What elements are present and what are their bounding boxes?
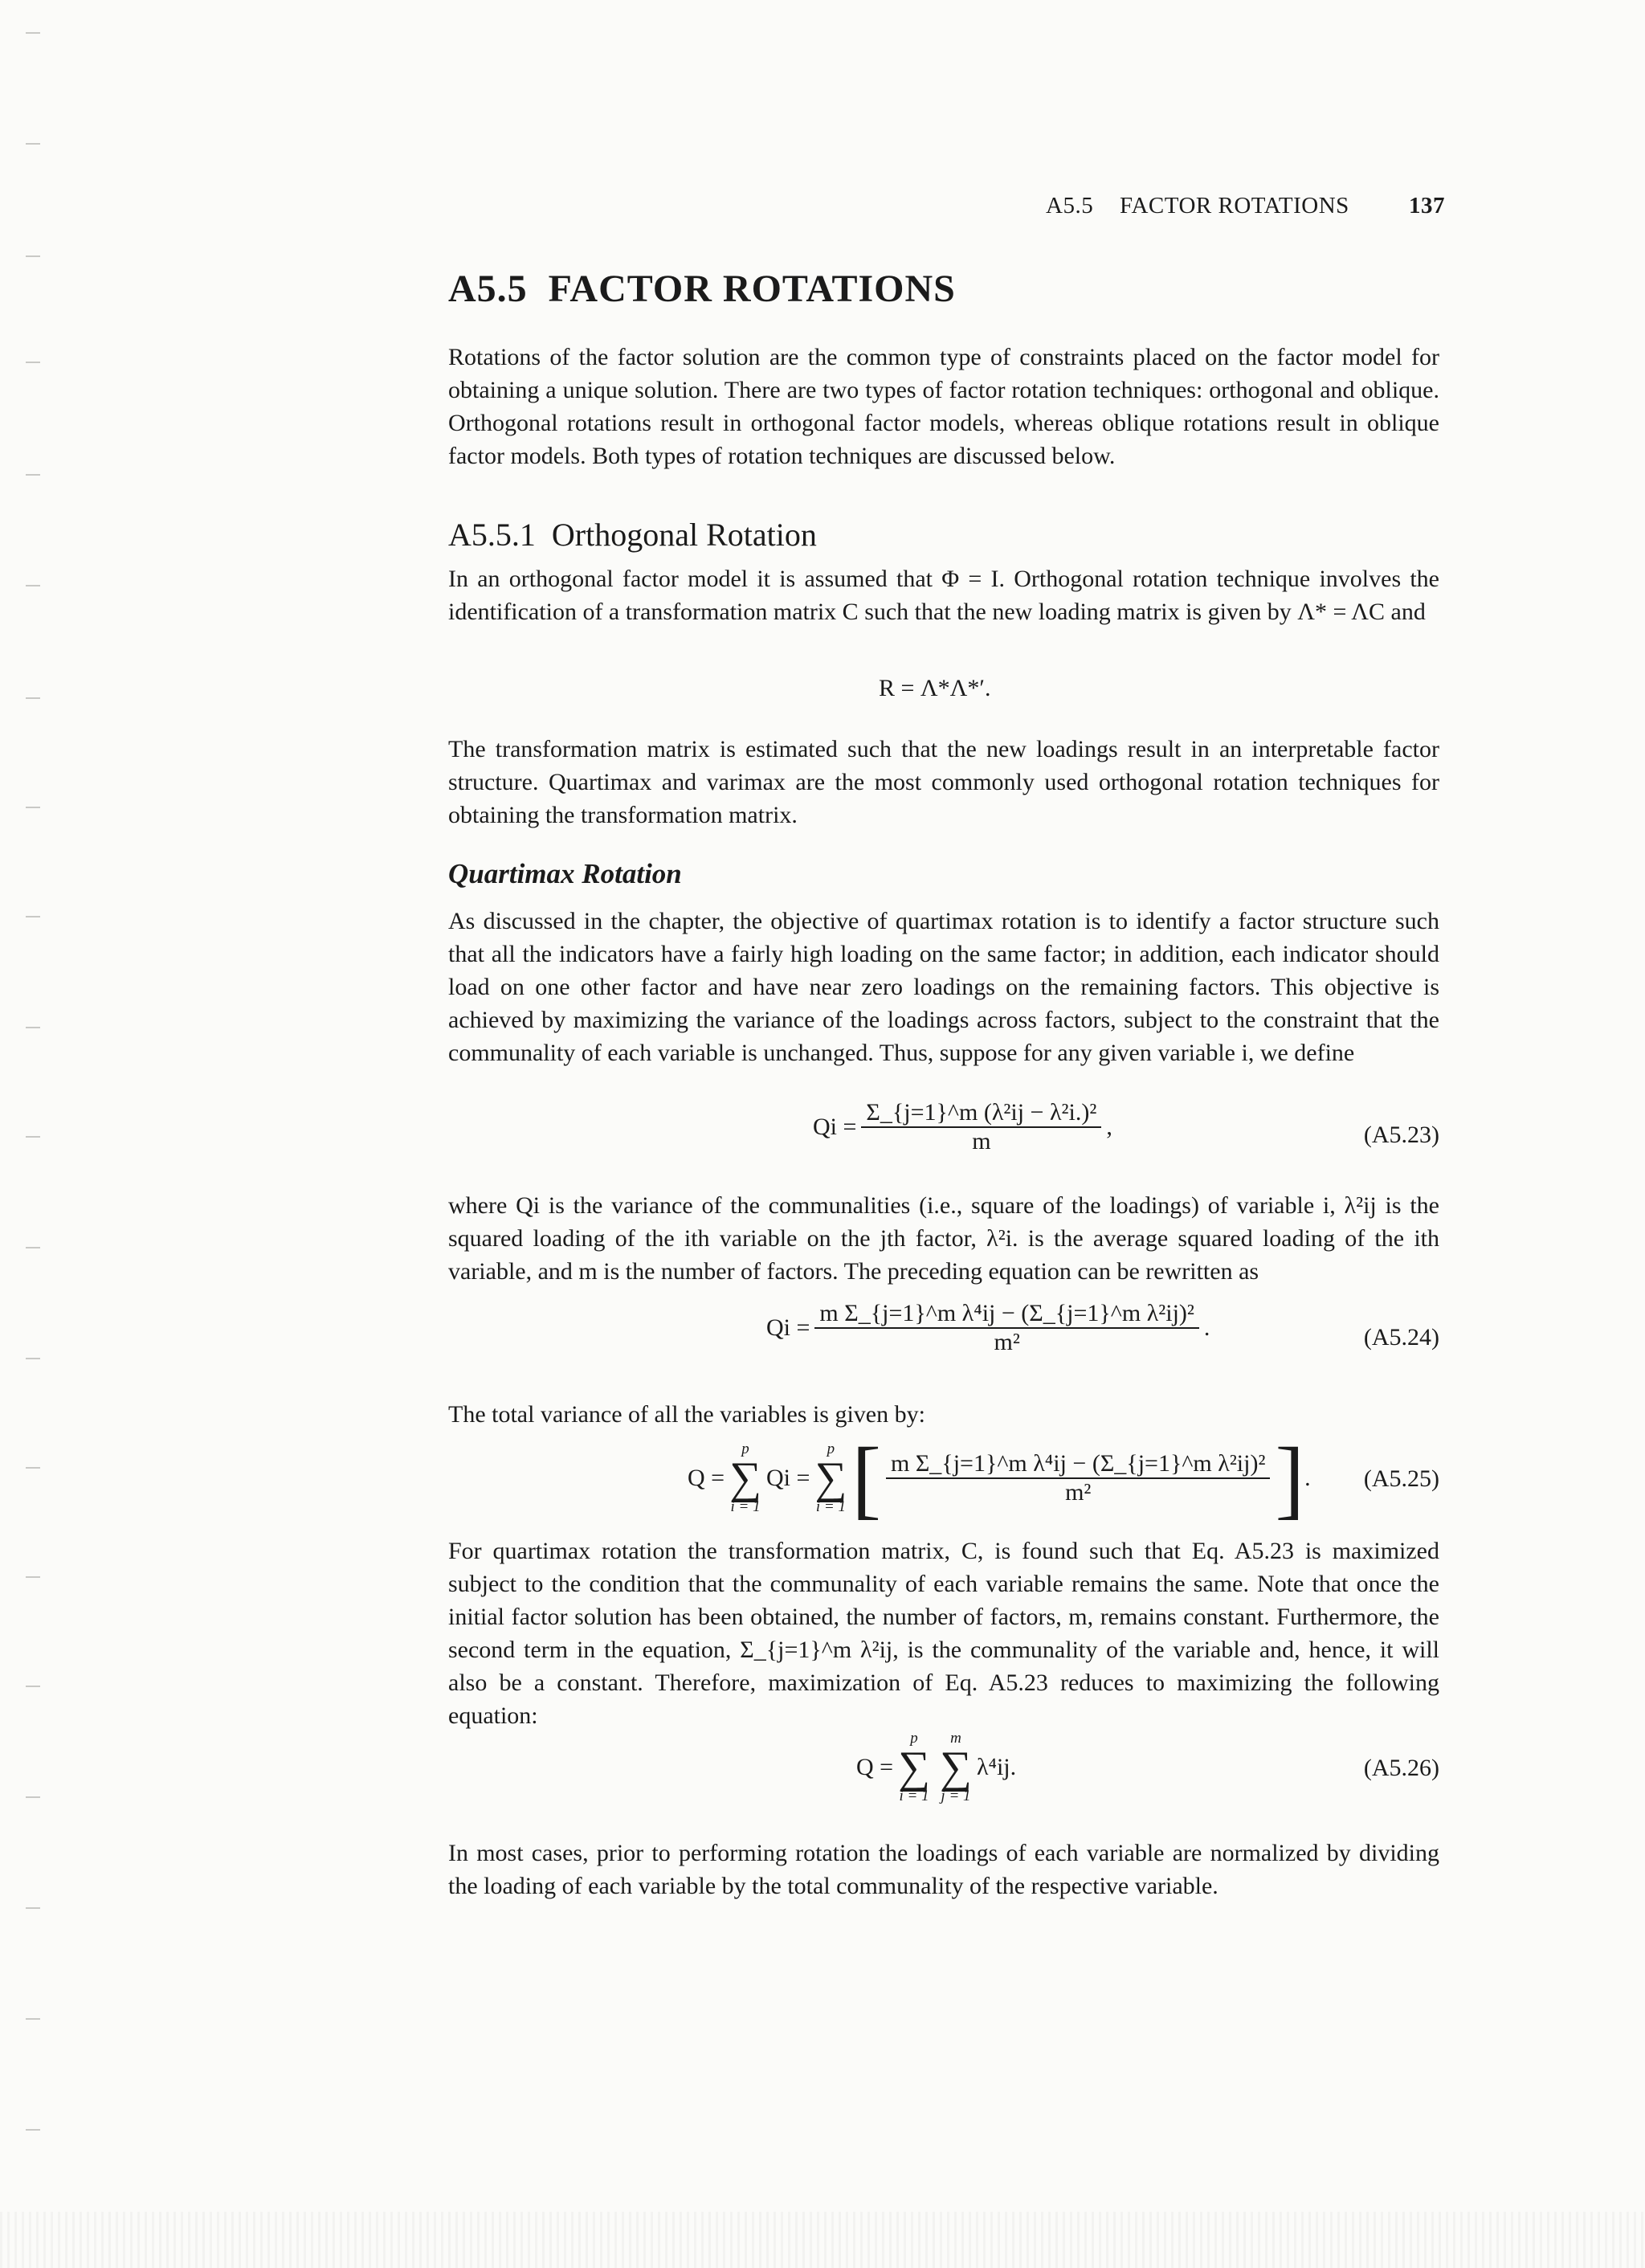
sum-lower-limit: i = 1 (815, 1498, 846, 1515)
eq-a5-26-term: λ⁴ij. (976, 1754, 1017, 1780)
sigma-glyph: ∑ (898, 1743, 931, 1792)
sigma-glyph: ∑ (729, 1453, 762, 1503)
maximization-paragraph: For quartimax rotation the transformation matrix, C, is found such that Eq. A5.23 is maximized subject to the condition that the communality of each variable remains the same. Note that once the initial factor solution has been obtained, the number of factors, m, remains constant. Furthermore, the second term in the equation, Σ_{j=1}^m λ²ij, is the communality of the variable and, hence, it will also be a constant. Therefore, maximization of Eq. A5.23 reduces to maximizing the following equation: (448, 1538, 1439, 1729)
section-heading (448, 267, 956, 311)
eq-a5-25-denominator: m² (1065, 1479, 1092, 1506)
sum-upper-limit: p (910, 1730, 918, 1747)
sum-lower-limit: i = 1 (730, 1498, 761, 1515)
binding-edge (0, 0, 48, 2268)
equation-a5-23 (448, 1099, 1439, 1179)
equation-a5-25 (448, 1429, 1439, 1527)
quartimax-heading: Quartimax Rotation (448, 858, 682, 889)
summation-sign (898, 1731, 930, 1804)
equation-a5-26 (448, 1731, 1439, 1819)
summation-sign (814, 1441, 847, 1515)
where-paragraph: where Qi is the variance of the communalities (i.e., square of the loadings) of variable i, λ²ij is the squared loading of the ith variable on the jth factor, λ²i. is the average squared loading of the ith variable, and m is the number of factors. The preceding equation can be rewritten as (448, 1192, 1439, 1285)
running-head-title: FACTOR ROTATIONS (1120, 193, 1349, 219)
eq-a5-23-punct: , (1106, 1114, 1112, 1140)
orthogonal-paragraph: In an orthogonal factor model it is assumed that Φ = I. Orthogonal rotation technique involves the identification of a transformation matrix C such that the new loading matrix is given by Λ* = ΛC and (448, 566, 1439, 625)
eq-a5-24-tag: (A5.24) (1363, 1324, 1439, 1351)
sum-lower-limit: i = 1 (899, 1788, 929, 1804)
eq-a5-23-numerator: Σ_{j=1}^m (λ²ij − λ²i.)² (866, 1099, 1097, 1126)
total-variance-paragraph: The total variance of all the variables is given by: (448, 1401, 925, 1428)
summation-sign (729, 1441, 761, 1515)
eq-a5-24-lhs: Qi = (766, 1314, 810, 1341)
eq-a5-25-punct: . (1304, 1465, 1311, 1491)
right-bracket: ] (1275, 1429, 1305, 1527)
eq-a5-23-denominator: m (972, 1128, 991, 1154)
equation-r-math: R = Λ*Λ*′. (879, 675, 991, 701)
eq-a5-23-lhs: Qi = (813, 1114, 857, 1140)
eq-a5-24-denominator: m² (994, 1329, 1020, 1355)
eq-a5-26-tag: (A5.26) (1363, 1755, 1439, 1781)
eq-a5-23-fraction (861, 1099, 1101, 1155)
transformation-paragraph: The transformation matrix is estimated such that the new loadings result in an interpretable factor structure. Quartimax and varimax are the most commonly used orthogonal rotation techniques for obtaining the transformation matrix. (448, 736, 1439, 828)
eq-a5-26-lhs: Q = (856, 1754, 894, 1780)
eq-a5-25-lhs: Q = (688, 1465, 725, 1491)
sum-upper-limit: m (950, 1730, 961, 1747)
sum-lower-limit: j = 1 (941, 1788, 971, 1804)
page-number: 137 (1409, 193, 1445, 219)
quartimax-paragraph: As discussed in the chapter, the objective of quartimax rotation is to identify a factor structure such that all the indicators have a fairly high loading on the same factor; in addition, each indicator should load on one other factor and have near zero loadings on the remaining factors. This objective is achieved by maximizing the variance of the loadings across factors, subject to the constraint that the communality of each variable is unchanged. Thus, suppose for any given variable i, we define (448, 908, 1439, 1066)
sum-upper-limit: p (827, 1440, 835, 1457)
eq-a5-25-numerator: m Σ_{j=1}^m λ⁴ij − (Σ_{j=1}^m λ²ij)² (891, 1450, 1266, 1477)
eq-a5-25-fraction (886, 1450, 1270, 1506)
equation-r (448, 675, 1439, 710)
normalization-paragraph: In most cases, prior to performing rotation the loadings of each variable are normalized by dividing the loading of each variable by the total communality of the respective variable. (448, 1840, 1439, 1899)
eq-a5-25-middle: Qi = (766, 1465, 810, 1491)
subsection-number: A5.5.1 (448, 517, 536, 553)
running-head-section: A5.5 (1046, 193, 1094, 219)
summation-sign (940, 1731, 972, 1804)
left-bracket: [ (851, 1429, 881, 1527)
subsection-heading (448, 516, 817, 554)
sigma-glyph: ∑ (814, 1453, 847, 1503)
intro-paragraph: Rotations of the factor solution are the common type of constraints placed on the factor model for obtaining a unique solution. There are two types of factor rotation techniques: orthogonal and oblique. Orthogonal rotations result in orthogonal factor models, whereas oblique rotations result in oblique factor models. Both types of rotation techniques are discussed below. (448, 344, 1439, 469)
eq-a5-23-tag: (A5.23) (1363, 1122, 1439, 1148)
sum-upper-limit: p (741, 1440, 749, 1457)
sigma-glyph: ∑ (940, 1743, 972, 1792)
section-number: A5.5 (448, 268, 528, 310)
section-title: FACTOR ROTATIONS (548, 268, 956, 310)
eq-a5-24-punct: . (1203, 1314, 1210, 1341)
scan-noise (0, 2212, 1645, 2268)
subsection-title: Orthogonal Rotation (551, 517, 817, 553)
eq-a5-24-numerator: m Σ_{j=1}^m λ⁴ij − (Σ_{j=1}^m λ²ij)² (819, 1300, 1194, 1326)
eq-a5-24-fraction (814, 1300, 1198, 1356)
eq-a5-25-tag: (A5.25) (1363, 1465, 1439, 1492)
equation-a5-24 (448, 1300, 1439, 1380)
